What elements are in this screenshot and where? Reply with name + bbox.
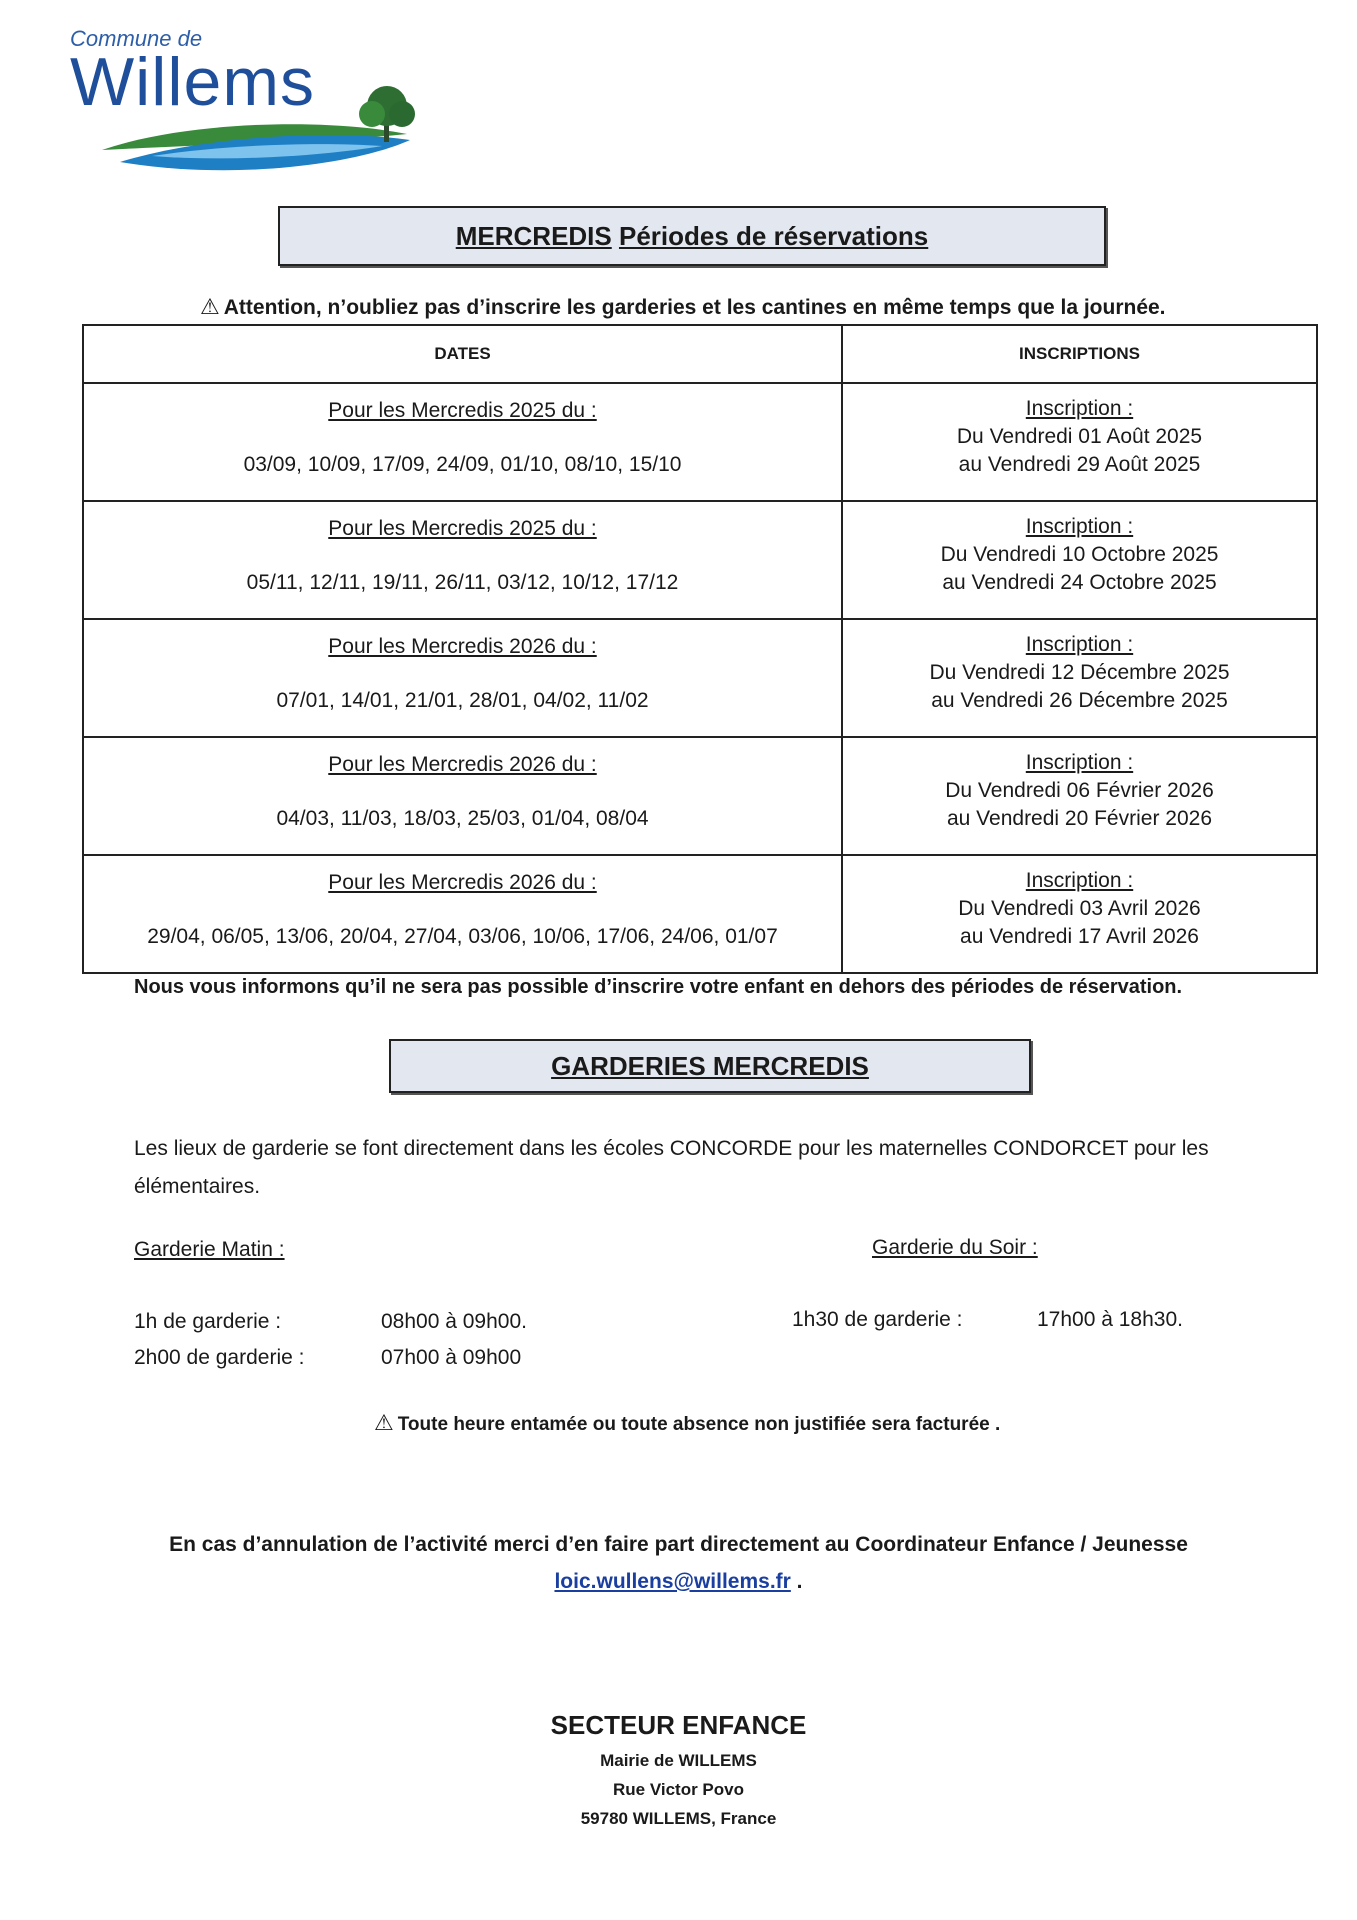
inscription-from: Du Vendredi 12 Décembre 2025 <box>929 661 1230 684</box>
reservation-note: Nous vous informons qu’il ne sera pas possible d’inscrire votre enfant en dehors des périodes de réservation. <box>134 976 1183 998</box>
period-dates: 04/03, 11/03, 18/03, 25/03, 01/04, 08/04 <box>276 807 649 830</box>
logo-town-name: Willems <box>70 44 315 120</box>
footer-line-3: 59780 WILLEMS, France <box>580 1809 777 1828</box>
inscription-to: au Vendredi 17 Avril 2026 <box>960 925 1199 948</box>
inscription-label: Inscription : <box>1025 515 1134 538</box>
soir-label-1: 1h30 de garderie : <box>792 1308 963 1331</box>
logo-commune-text: Commune de <box>70 26 203 51</box>
inscription-from: Du Vendredi 10 Octobre 2025 <box>940 543 1219 566</box>
inscription-from: Du Vendredi 06 Février 2026 <box>945 779 1214 802</box>
period-label: Pour les Mercredis 2025 du : <box>328 399 597 422</box>
warning-facturation-text: Toute heure entamée ou toute absence non justifiée sera facturée . <box>397 1414 1001 1435</box>
inscription-cell <box>842 737 1317 855</box>
inscription-to: au Vendredi 29 Août 2025 <box>958 453 1201 476</box>
matin-label-1: 1h de garderie : <box>134 1310 282 1333</box>
inscription-from: Du Vendredi 03 Avril 2026 <box>958 897 1201 920</box>
dates-cell <box>83 737 842 855</box>
inscription-to: au Vendredi 20 Février 2026 <box>946 807 1212 830</box>
warning-inscription <box>200 294 1166 320</box>
contact-email-link[interactable]: loic.wullens@willems.fr <box>554 1570 791 1593</box>
period-label: Pour les Mercredis 2026 du : <box>328 635 597 658</box>
title-periodes: Périodes de réservations <box>618 221 929 251</box>
footer-line-2: Rue Victor Povo <box>613 1780 744 1799</box>
table-row <box>83 383 1317 501</box>
header-dates: DATES <box>83 325 842 383</box>
period-dates: 03/09, 10/09, 17/09, 24/09, 01/10, 08/10, 15/10 <box>243 453 682 476</box>
title-mercredis: MERCREDIS <box>455 221 612 251</box>
garderie-description: Les lieux de garderie se font directement dans les écoles CONCORDE pour les maternelles CONDORCET pour les élémentaires. <box>134 1137 1209 1198</box>
header-inscriptions: INSCRIPTIONS <box>842 325 1317 383</box>
inscription-cell <box>842 619 1317 737</box>
inscription-to: au Vendredi 26 Décembre 2025 <box>931 689 1228 712</box>
section-title-reservations <box>278 206 1106 266</box>
section-title-garderies <box>389 1039 1031 1093</box>
contact-email-line <box>0 1570 1357 1594</box>
garderie-matin-title: Garderie Matin : <box>134 1238 285 1261</box>
warning-facturation <box>374 1410 1000 1436</box>
dates-cell <box>83 383 842 501</box>
period-dates: 29/04, 06/05, 13/06, 20/04, 27/04, 03/06, 10/06, 17/06, 24/06, 01/07 <box>147 925 778 948</box>
table-row <box>83 855 1317 973</box>
table-row <box>83 619 1317 737</box>
table-row <box>83 737 1317 855</box>
inscription-label: Inscription : <box>1025 397 1134 420</box>
warning-text: Attention, n’oubliez pas d’inscrire les garderies et les cantines en même temps que la journée. <box>223 296 1166 319</box>
commune-logo <box>62 22 422 172</box>
matin-label-2: 2h00 de garderie : <box>134 1346 305 1369</box>
inscription-label: Inscription : <box>1025 869 1134 892</box>
inscription-label: Inscription : <box>1025 633 1134 656</box>
title-garderies: GARDERIES MERCREDIS <box>551 1051 869 1081</box>
footer-line-1: Mairie de WILLEMS <box>600 1751 757 1770</box>
inscription-to: au Vendredi 24 Octobre 2025 <box>942 571 1217 594</box>
dates-cell <box>83 619 842 737</box>
dates-cell <box>83 855 842 973</box>
garderie-soir-title: Garderie du Soir : <box>872 1236 1038 1259</box>
inscription-cell <box>842 383 1317 501</box>
matin-time-2: 07h00 à 09h00 <box>381 1346 522 1369</box>
period-label: Pour les Mercredis 2026 du : <box>328 753 597 776</box>
period-label: Pour les Mercredis 2026 du : <box>328 871 597 894</box>
dates-cell <box>83 501 842 619</box>
footer-title: SECTEUR ENFANCE <box>550 1710 807 1740</box>
inscription-cell <box>842 855 1317 973</box>
table-row <box>83 501 1317 619</box>
soir-time-1: 17h00 à 18h30. <box>1037 1308 1183 1331</box>
reservation-table <box>82 324 1318 974</box>
warning-icon: ⚠ <box>374 1410 394 1435</box>
matin-time-1: 08h00 à 09h00. <box>381 1310 527 1333</box>
period-dates: 05/11, 12/11, 19/11, 26/11, 03/12, 10/12, 17/12 <box>246 571 679 594</box>
inscription-from: Du Vendredi 01 Août 2025 <box>956 425 1203 448</box>
warning-icon: ⚠ <box>200 294 220 319</box>
period-dates: 07/01, 14/01, 21/01, 28/01, 04/02, 11/02 <box>276 689 649 712</box>
inscription-cell <box>842 501 1317 619</box>
period-label: Pour les Mercredis 2025 du : <box>328 517 597 540</box>
inscription-label: Inscription : <box>1025 751 1134 774</box>
annulation-text: En cas d’annulation de l’activité merci d’en faire part directement au Coordinateur Enfance / Jeunesse <box>169 1533 1188 1556</box>
table-header-row <box>83 325 1317 383</box>
email-suffix: . <box>790 1570 803 1593</box>
